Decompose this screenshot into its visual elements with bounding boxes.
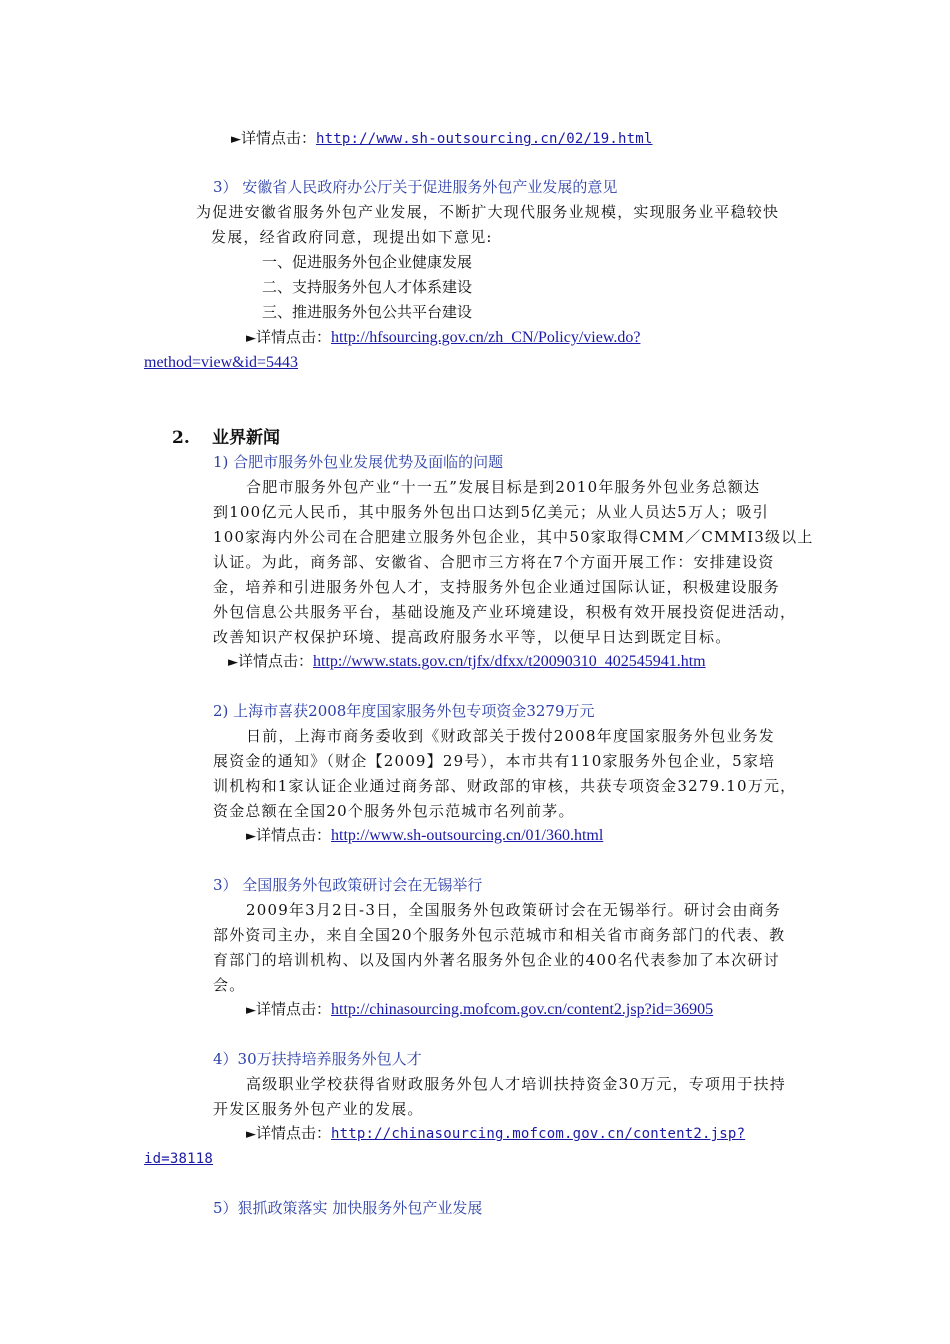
detail-line-mofcom-38118-cont bbox=[144, 1147, 213, 1170]
news3-line-2: 部外资司主办，来自全国20个服务外包示范城市和相关省市商务部门的代表、教 bbox=[213, 926, 786, 944]
news1-line-4: 认证。为此，商务部、安徽省、合肥市三方将在7个方面开展工作：安排建设资 bbox=[213, 553, 775, 571]
detail-label: 详情点击： bbox=[238, 652, 314, 670]
link-sh-outsourcing-02-19[interactable]: http://www.sh-outsourcing.cn/02/19.html bbox=[316, 131, 653, 147]
detail-label: 详情点击： bbox=[256, 328, 332, 346]
detail-line-sh-01-360 bbox=[246, 824, 603, 848]
detail-line-hfsourcing bbox=[246, 326, 640, 350]
news1-line-7: 改善知识产权保护环境、提高政府服务水平等，以便早日达到既定目标。 bbox=[213, 628, 732, 646]
detail-label: 详情点击： bbox=[256, 826, 332, 844]
news5-title: 5）狠抓政策落实 加快服务外包产业发展 bbox=[213, 1199, 483, 1217]
news3-line-3: 育部门的培训机构、以及国内外著名服务外包企业的400名代表参加了本次研讨 bbox=[213, 951, 780, 969]
anhui-policy-title: 3） 安徽省人民政府办公厅关于促进服务外包产业发展的意见 bbox=[213, 178, 618, 196]
news4-line-1: 高级职业学校获得省财政服务外包人才培训扶持资金30万元，专项用于扶持 bbox=[246, 1075, 786, 1093]
triangle-bullet-icon: ► bbox=[246, 331, 256, 346]
section-number: 2. bbox=[172, 428, 190, 448]
triangle-bullet-icon: ► bbox=[228, 655, 238, 670]
triangle-bullet-icon: ► bbox=[246, 829, 256, 844]
link-mofcom-36905[interactable]: http://chinasourcing.mofcom.gov.cn/content2.jsp?id=36905 bbox=[331, 1001, 714, 1018]
news1-line-3: 100家海内外公司在合肥建立服务外包企业，其中50家取得CMM／CMMI3级以上 bbox=[213, 528, 814, 546]
news1-title: 1) 合肥市服务外包业发展优势及面临的问题 bbox=[213, 453, 504, 471]
news2-title: 2) 上海市喜获2008年度国家服务外包专项资金3279万元 bbox=[213, 702, 595, 720]
news3-line-1: 2009年3月2日-3日，全国服务外包政策研讨会在无锡举行。研讨会由商务 bbox=[246, 901, 782, 919]
triangle-bullet-icon: ► bbox=[231, 132, 241, 147]
news1-line-1: 合肥市服务外包产业“十一五”发展目标是到2010年服务外包业务总额达 bbox=[246, 478, 761, 496]
news4-line-2: 开发区服务外包产业的发展。 bbox=[213, 1100, 424, 1118]
anhui-para-line-1: 为促进安徽省服务外包产业发展，不断扩大现代服务业规模，实现服务业平稳较快 bbox=[196, 203, 780, 221]
news3-line-4: 会。 bbox=[213, 976, 246, 994]
detail-label: 详情点击： bbox=[241, 129, 317, 147]
news2-line-3: 训机构和1家认证企业通过商务部、财政部的审核，共获专项资金3279.10万元， bbox=[213, 777, 797, 795]
section-title: 业界新闻 bbox=[212, 428, 280, 448]
link-stats-gov[interactable]: http://www.stats.gov.cn/tjfx/dfxx/t20090310_402545941.htm bbox=[313, 653, 706, 670]
detail-line-mofcom-38118 bbox=[246, 1122, 745, 1146]
anhui-item-2: 二、支持服务外包人才体系建设 bbox=[262, 278, 473, 296]
news1-line-5: 金，培养和引进服务外包人才，支持服务外包企业通过国际认证，积极建设服务 bbox=[213, 578, 781, 596]
link-sh-outsourcing-01-360[interactable]: http://www.sh-outsourcing.cn/01/360.html bbox=[331, 827, 604, 844]
anhui-para-line-2: 发展，经省政府同意，现提出如下意见: bbox=[211, 228, 493, 246]
link-hfsourcing-part2[interactable]: method=view&id=5443 bbox=[144, 354, 299, 371]
detail-label: 详情点击： bbox=[256, 1000, 332, 1018]
detail-line-sh-02-19 bbox=[231, 127, 653, 151]
news1-line-6: 外包信息公共服务平台，基础设施及产业环境建设，积极有效开展投资促进活动， bbox=[213, 603, 797, 621]
link-hfsourcing-part1[interactable]: http://hfsourcing.gov.cn/zh_CN/Policy/view.do? bbox=[331, 329, 641, 346]
anhui-item-1: 一、促进服务外包企业健康发展 bbox=[262, 253, 473, 271]
detail-line-hfsourcing-cont bbox=[144, 351, 298, 374]
news1-line-2: 到100亿元人民币，其中服务外包出口达到5亿美元；从业人员达5万人；吸引 bbox=[213, 503, 769, 521]
triangle-bullet-icon: ► bbox=[246, 1003, 256, 1018]
triangle-bullet-icon: ► bbox=[246, 1127, 256, 1142]
detail-line-stats bbox=[228, 650, 706, 674]
news2-line-1: 日前，上海市商务委收到《财政部关于拨付2008年度国家服务外包业务发 bbox=[246, 727, 775, 745]
news4-title: 4）30万扶持培养服务外包人才 bbox=[213, 1050, 422, 1068]
detail-line-mofcom-36905 bbox=[246, 998, 713, 1022]
news2-line-4: 资金总额在全国20个服务外包示范城市名列前茅。 bbox=[213, 802, 575, 820]
anhui-item-3: 三、推进服务外包公共平台建设 bbox=[262, 303, 473, 321]
news2-line-2: 展资金的通知》（财企【2009】29号），本市共有110家服务外包企业，5家培 bbox=[213, 752, 776, 770]
link-mofcom-38118-part1[interactable]: http://chinasourcing.mofcom.gov.cn/content2.jsp? bbox=[331, 1126, 746, 1142]
news3-title: 3） 全国服务外包政策研讨会在无锡举行 bbox=[213, 876, 483, 894]
detail-label: 详情点击： bbox=[256, 1124, 332, 1142]
link-mofcom-38118-part2[interactable]: id=38118 bbox=[144, 1151, 214, 1167]
